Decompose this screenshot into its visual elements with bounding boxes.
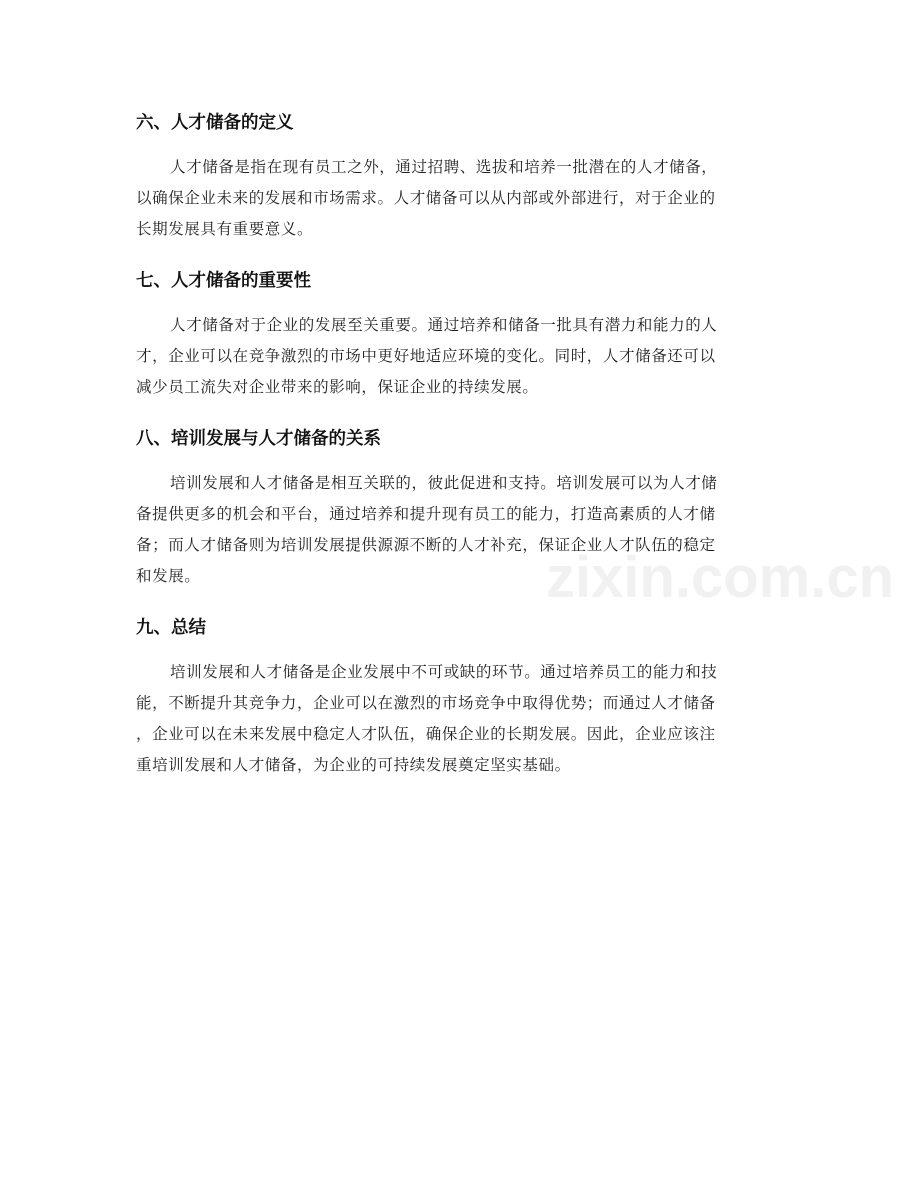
section-paragraph-6 [136, 152, 786, 245]
section-heading-6: 六、人才储备的定义 [136, 113, 294, 133]
document-body [136, 106, 786, 800]
paragraph-line: 长期发展具有重要意义。 [136, 220, 314, 238]
paragraph-line: ，企业可以在未来发展中稳定人才队伍，确保企业的长期发展。因此，企业应该注 [136, 725, 716, 743]
paragraph-line: 备；而人才储备则为培训发展提供源源不断的人才补充，保证企业人才队伍的稳定 [136, 536, 716, 554]
section-paragraph-9 [136, 657, 786, 781]
section-paragraph-7 [136, 310, 786, 403]
paragraph-line: 才，企业可以在竞争激烈的市场中更好地适应环境的变化。同时，人才储备还可以 [136, 347, 716, 365]
paragraph-line: 以确保企业未来的发展和市场需求。人才储备可以从内部或外部进行，对于企业的 [136, 189, 716, 207]
section-paragraph-8 [136, 468, 786, 592]
paragraph-line: 和发展。 [136, 567, 201, 585]
paragraph-line: 培训发展和人才储备是企业发展中不可或缺的环节。通过培养员工的能力和技 [170, 663, 718, 681]
paragraph-line: 能，不断提升其竞争力，企业可以在激烈的市场竞争中取得优势；而通过人才储备 [136, 694, 716, 712]
section-heading-8: 八、培训发展与人才储备的关系 [136, 429, 381, 449]
watermark-text: zixin.com.cn [545, 545, 895, 610]
paragraph-line: 减少员工流失对企业带来的影响，保证企业的持续发展。 [136, 378, 539, 396]
section-heading-7: 七、人才储备的重要性 [136, 271, 311, 291]
paragraph-line: 培训发展和人才储备是相互关联的，彼此促进和支持。培训发展可以为人才储 [170, 474, 718, 492]
paragraph-line: 重培训发展和人才储备，为企业的可持续发展奠定坚实基础。 [136, 756, 571, 774]
paragraph-line: 人才储备对于企业的发展至关重要。通过培养和储备一批具有潜力和能力的人 [170, 316, 718, 334]
paragraph-line: 备提供更多的机会和平台，通过培养和提升现有员工的能力，打造高素质的人才储 [136, 505, 716, 523]
paragraph-line: 人才储备是指在现有员工之外，通过招聘、选拔和培养一批潜在的人才储备， [170, 158, 718, 176]
section-heading-9: 九、总结 [136, 618, 206, 638]
